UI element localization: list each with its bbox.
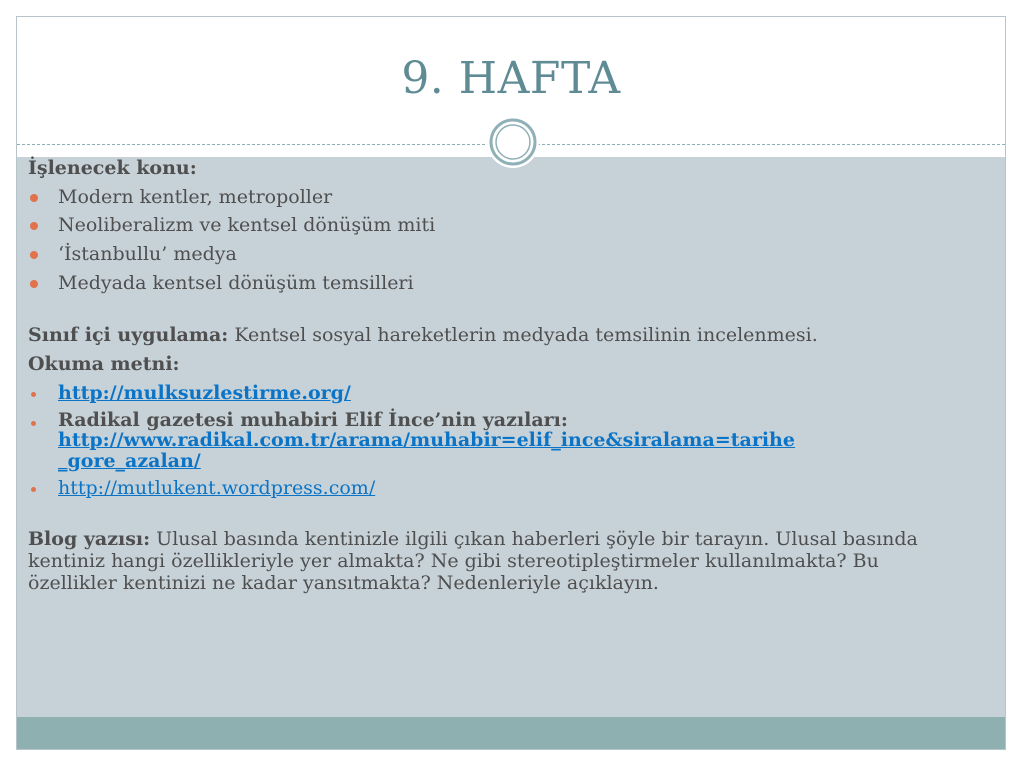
- reading-heading: Okuma metni:: [28, 353, 180, 376]
- bullet-icon: [30, 251, 38, 259]
- blog-paragraph: [28, 529, 958, 595]
- slide-content: [28, 156, 958, 613]
- bullet-icon: [31, 392, 36, 397]
- bottom-band: [17, 717, 1005, 750]
- list-item: [28, 381, 958, 406]
- classwork-label: Sınıf içi uygulama:: [28, 324, 229, 347]
- bullet-icon: [31, 421, 36, 426]
- blog-text: Ulusal basında kentinizle ilgili çıkan haberleri şöyle bir tarayın. Ulusal basında kentiniz hangi özellikleriyle yer almakta? Ne gibi stereotipleştirmeler kullanılmakta? Bu özellikler kentinizi ne kadar yansıtmakta? Nedenleriyle açıklayın.: [28, 527, 918, 594]
- bullet-icon: [30, 194, 38, 202]
- reading-list: [28, 381, 958, 501]
- topics-list: [28, 185, 958, 296]
- mulksuzlestirme-link[interactable]: http://mulksuzlestirme.org/: [58, 381, 351, 404]
- radikal-link[interactable]: http://www.radikal.com.tr/arama/muhabir=elif_ince&siralama=tarihe _gore_azalan/: [58, 429, 795, 473]
- list-item: ‘İstanbullu’ medya: [28, 242, 958, 267]
- slide-title: 9. HAFTA: [401, 53, 621, 104]
- list-item: [28, 410, 958, 473]
- classwork-paragraph: [28, 323, 958, 348]
- mutlukent-link[interactable]: http://mutlukent.wordpress.com/: [58, 477, 376, 500]
- topics-heading: İşlenecek konu:: [28, 157, 197, 179]
- list-item: [28, 476, 958, 501]
- list-item: Neoliberalizm ve kentsel dönüşüm miti: [28, 213, 958, 238]
- list-item: Medyada kentsel dönüşüm temsilleri: [28, 271, 958, 296]
- bullet-icon: [30, 222, 38, 230]
- classwork-text: Kentsel sosyal hareketlerin medyada temsilinin incelenmesi.: [228, 324, 818, 347]
- bullet-icon: [31, 487, 36, 492]
- blog-label: Blog yazısı:: [28, 527, 151, 550]
- radikal-label: Radikal gazetesi muhabiri Elif İnce’nin yazıları:: [58, 408, 568, 431]
- list-item: Modern kentler, metropoller: [28, 185, 958, 210]
- bullet-icon: [30, 280, 38, 288]
